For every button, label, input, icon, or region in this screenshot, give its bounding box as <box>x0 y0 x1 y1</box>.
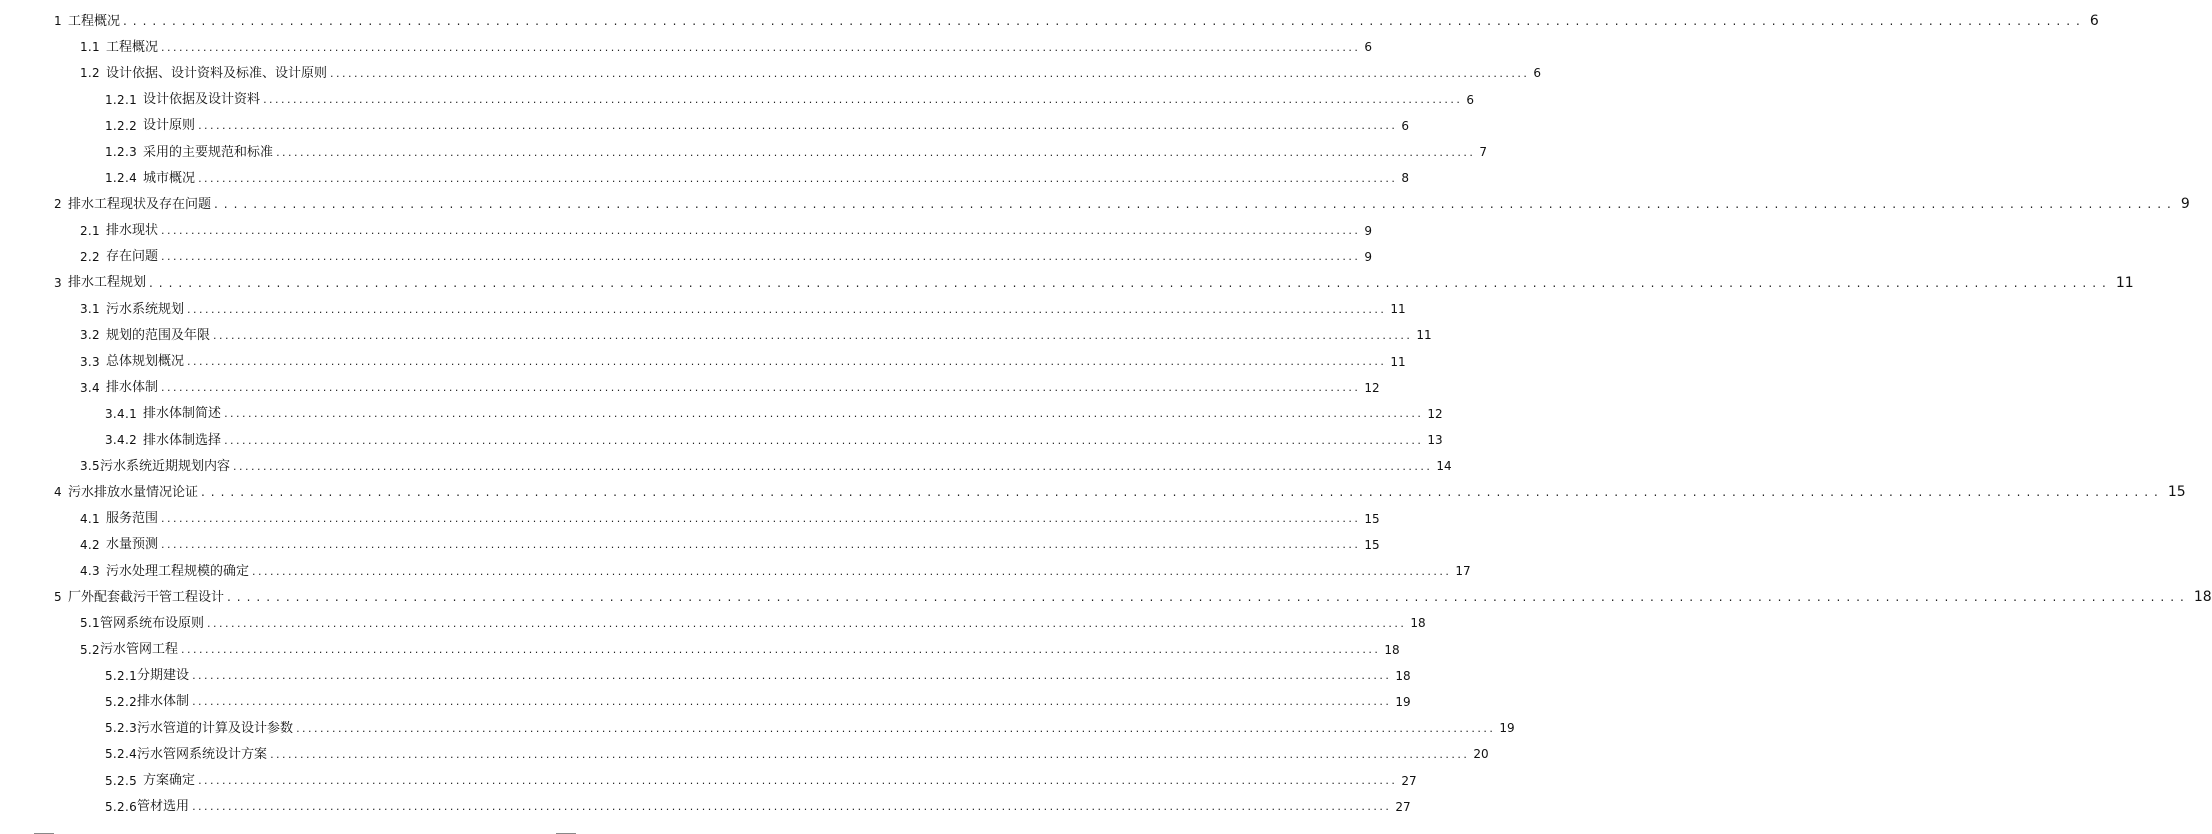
toc-entry-page-number: 18 <box>1384 642 1400 657</box>
toc-entry-page-number: 18 <box>1410 616 1426 631</box>
toc-entry-number: 1.2 <box>80 66 100 81</box>
toc-entry-number: 4.3 <box>80 564 100 579</box>
toc-entry-page-number: 11 <box>1416 328 1432 343</box>
toc-entry[interactable] <box>0 322 1432 348</box>
toc-entry[interactable] <box>0 401 1443 427</box>
toc-entry-page-number: 14 <box>1436 459 1452 474</box>
toc-entry-title: 管网系统布设原则 <box>99 615 204 631</box>
toc-entry-page-number: 9 <box>2180 196 2190 213</box>
toc-dot-leader: ........................................................................................................................................................................................................ <box>148 275 2112 290</box>
toc-entry-page-number: 6 <box>1364 40 1372 55</box>
toc-entry[interactable] <box>0 610 1426 636</box>
toc-entry-title: 设计依据、设计资料及标准、设计原则 <box>105 65 327 81</box>
toc-entry-number: 1.2.2 <box>105 118 138 133</box>
toc-dot-leader: ........................................................................................................................................................................................................ <box>198 119 1398 133</box>
toc-dot-leader: ........................................................................................................................................................................................................ <box>252 564 1452 578</box>
toc-entry-page-number: 17 <box>1455 564 1471 579</box>
toc-dot-leader: ........................................................................................................................................................................................................ <box>198 774 1398 788</box>
toc-entry[interactable] <box>0 34 1372 60</box>
toc-entry[interactable] <box>0 637 1400 663</box>
toc-entry-title: 排水体制 <box>137 694 190 710</box>
toc-entry[interactable] <box>0 348 1406 374</box>
toc-dot-leader: ........................................................................................................................................................................................................ <box>200 485 2164 500</box>
toc-entry[interactable] <box>0 558 1471 584</box>
toc-entry[interactable] <box>0 139 1488 165</box>
toc-dot-leader: ........................................................................................................................................................................................................ <box>161 224 1361 238</box>
toc-dot-leader: ........................................................................................................................................................................................................ <box>161 538 1361 552</box>
toc-entry-number: 3.3 <box>80 354 100 369</box>
toc-entry-page-number: 13 <box>1427 433 1443 448</box>
toc-entry[interactable] <box>0 113 1410 139</box>
toc-entry-number: 5.2.4 <box>105 747 138 762</box>
toc-entry-title: 排水体制 <box>105 380 158 396</box>
toc-entry-number: 2 <box>54 197 62 212</box>
toc-entry-number: 5.2.2 <box>105 694 138 709</box>
toc-entry-number: 1 <box>54 14 62 29</box>
toc-entry[interactable] <box>0 218 1372 244</box>
toc-entry-title: 污水系统规划 <box>105 301 184 317</box>
toc-entry-page-number: 18 <box>2193 589 2212 606</box>
toc-entry-number: 5.2.6 <box>105 799 138 814</box>
toc-dot-leader: ........................................................................................................................................................................................................ <box>296 721 1496 735</box>
toc-entry-title: 分期建设 <box>137 668 190 684</box>
toc-entry-number: 5.2.5 <box>105 773 138 788</box>
toc-dot-leader: ........................................................................................................................................................................................................ <box>122 14 2086 29</box>
toc-entry-page-number: 19 <box>1499 721 1515 736</box>
toc-entry[interactable] <box>0 165 1410 191</box>
toc-entry-number: 1.2.3 <box>105 145 138 160</box>
toc-entry-title: 管材选用 <box>137 799 190 815</box>
toc-entry[interactable] <box>0 296 1406 322</box>
toc-entry-page-number: 6 <box>1466 92 1475 107</box>
toc-entry-page-number: 20 <box>1473 747 1489 762</box>
toc-dot-leader: ........................................................................................................................................................................................................ <box>276 145 1476 159</box>
toc-entry[interactable] <box>0 8 2099 34</box>
toc-dot-leader: ........................................................................................................................................................................................................ <box>213 328 1413 342</box>
toc-entry-number: 2.2 <box>80 249 100 264</box>
toc-entry-title: 排水体制简述 <box>143 406 222 422</box>
toc-entry-number: 5.2.3 <box>105 721 138 736</box>
toc-entry-page-number: 11 <box>1390 302 1406 317</box>
toc-entry-title: 污水管道的计算及设计参数 <box>137 720 294 736</box>
toc-entry-title: 排水工程规划 <box>67 275 146 291</box>
toc-entry-title: 设计原则 <box>143 118 196 134</box>
toc-entry[interactable] <box>0 532 1380 558</box>
toc-entry-page-number: 27 <box>1395 799 1411 814</box>
toc-entry-title: 排水现状 <box>105 223 158 239</box>
toc-entry-number: 1.2.1 <box>105 92 138 107</box>
toc-entry-page-number: 15 <box>2167 484 2186 501</box>
toc-entry-page-number: 7 <box>1479 145 1488 160</box>
toc-entry-title: 采用的主要规范和标准 <box>143 144 274 160</box>
toc-dot-leader: ........................................................................................................................................................................................................ <box>207 616 1407 630</box>
toc-entry[interactable] <box>0 270 2134 296</box>
toc-entry-number: 3.4 <box>80 380 100 395</box>
toc-entry[interactable] <box>0 741 1489 767</box>
toc-entry-title: 工程概况 <box>67 13 120 29</box>
toc-entry-title: 水量预测 <box>105 537 158 553</box>
toc-entry-page-number: 12 <box>1427 406 1443 421</box>
toc-entry-page-number: 11 <box>1390 354 1406 369</box>
toc-dot-leader: ........................................................................................................................................................................................................ <box>187 355 1387 369</box>
toc-entry-number: 1.2.4 <box>105 171 138 186</box>
toc-entry-title: 方案确定 <box>143 773 196 789</box>
toc-entry[interactable] <box>0 584 2212 610</box>
toc-entry-page-number: 27 <box>1401 773 1417 788</box>
toc-dot-leader: ........................................................................................................................................................................................................ <box>192 800 1392 814</box>
toc-entry-title: 总体规划概况 <box>105 354 184 370</box>
toc-dot-leader: ........................................................................................................................................................................................................ <box>181 643 1381 657</box>
toc-entry-title: 服务范围 <box>105 511 158 527</box>
toc-entry-title: 城市概况 <box>143 170 196 186</box>
toc-entry-title: 规划的范围及年限 <box>105 327 210 343</box>
toc-dot-leader: ........................................................................................................................................................................................................ <box>187 302 1387 316</box>
toc-entry-number: 4 <box>54 485 62 500</box>
toc-entry-number: 3 <box>54 275 62 290</box>
toc-dot-leader: ........................................................................................................................................................................................................ <box>198 171 1398 185</box>
toc-entry-page-number: 18 <box>1395 668 1411 683</box>
toc-entry-title: 污水管网系统设计方案 <box>137 746 268 762</box>
toc-dot-leader: ........................................................................................................................................................................................................ <box>213 197 2177 212</box>
toc-entry-page-number: 9 <box>1364 249 1372 264</box>
toc-entry-number: 3.4.2 <box>105 433 138 448</box>
toc-entry-title: 排水体制选择 <box>143 432 222 448</box>
toc-entry[interactable] <box>0 244 1372 270</box>
toc-entry[interactable] <box>0 60 1541 86</box>
toc-dot-leader: ........................................................................................................................................................................................................ <box>161 381 1361 395</box>
toc-dot-leader: ........................................................................................................................................................................................................ <box>330 66 1530 80</box>
toc-entry-page-number: 9 <box>1364 223 1372 238</box>
toc-entry-number: 5.1 <box>80 616 100 631</box>
toc-entry[interactable] <box>0 767 1417 793</box>
toc-entry-number: 1.1 <box>80 40 100 55</box>
toc-dot-leader: ........................................................................................................................................................................................................ <box>192 669 1392 683</box>
toc-entry-page-number: 8 <box>1401 171 1410 186</box>
toc-entry[interactable] <box>0 794 1411 820</box>
toc-entry-number: 4.2 <box>80 537 100 552</box>
toc-entry-number: 5.2.1 <box>105 668 138 683</box>
toc-entry-title: 设计依据及设计资料 <box>143 92 261 108</box>
toc-entry[interactable] <box>0 506 1380 532</box>
toc-dot-leader: ........................................................................................................................................................................................................ <box>263 93 1463 107</box>
toc-entry-number: 3.5 <box>80 459 100 474</box>
toc-entry-page-number: 12 <box>1364 380 1380 395</box>
toc-entry[interactable] <box>0 715 1515 741</box>
toc-entry-title: 排水工程现状及存在问题 <box>67 196 211 212</box>
toc-entry-title: 污水处理工程规模的确定 <box>105 563 249 579</box>
toc-dot-leader: ........................................................................................................................................................................................................ <box>161 40 1361 54</box>
toc-entry-number: 3.1 <box>80 302 100 317</box>
toc-entry-number: 4.1 <box>80 511 100 526</box>
toc-entry-page-number: 6 <box>1533 66 1541 81</box>
toc-entry[interactable] <box>0 427 1443 453</box>
toc-dot-leader: ........................................................................................................................................................................................................ <box>224 433 1424 447</box>
toc-entry-title: 工程概况 <box>105 39 158 55</box>
toc-entry-number: 3.4.1 <box>105 406 138 421</box>
toc-dot-leader: ........................................................................................................................................................................................................ <box>161 512 1361 526</box>
toc-dot-leader: ........................................................................................................................................................................................................ <box>270 747 1470 761</box>
toc-entry-title: 厂外配套截污干管工程设计 <box>67 589 224 605</box>
toc-dot-leader: ........................................................................................................................................................................................................ <box>161 250 1361 264</box>
toc-entry[interactable] <box>0 191 2190 217</box>
table-of-contents <box>0 8 2212 820</box>
toc-entry-page-number: 15 <box>1364 537 1380 552</box>
toc-dot-leader: ........................................................................................................................................................................................................ <box>226 590 2190 605</box>
toc-entry-page-number: 6 <box>1401 118 1410 133</box>
toc-entry-number: 5.2 <box>80 642 100 657</box>
toc-entry-page-number: 15 <box>1364 511 1380 526</box>
toc-entry-page-number: 6 <box>2089 13 2099 30</box>
toc-entry-number: 3.2 <box>80 328 100 343</box>
toc-entry[interactable] <box>0 375 1380 401</box>
toc-entry-number: 2.1 <box>80 223 100 238</box>
toc-entry[interactable] <box>0 689 1411 715</box>
toc-entry[interactable] <box>0 663 1411 689</box>
toc-entry[interactable] <box>0 453 1452 479</box>
toc-entry[interactable] <box>0 87 1475 113</box>
toc-entry-title: 存在问题 <box>105 249 158 265</box>
toc-dot-leader: ........................................................................................................................................................................................................ <box>192 695 1392 709</box>
toc-entry-title: 污水管网工程 <box>99 642 178 658</box>
toc-entry-title: 污水系统近期规划内容 <box>99 458 230 474</box>
toc-entry-page-number: 11 <box>2115 274 2134 291</box>
toc-dot-leader: ........................................................................................................................................................................................................ <box>224 407 1424 421</box>
toc-entry-number: 5 <box>54 590 62 605</box>
toc-entry[interactable] <box>0 479 2186 505</box>
toc-entry-page-number: 19 <box>1395 694 1411 709</box>
toc-dot-leader: ........................................................................................................................................................................................................ <box>233 459 1433 473</box>
toc-entry-title: 污水排放水量情况论证 <box>67 484 198 500</box>
